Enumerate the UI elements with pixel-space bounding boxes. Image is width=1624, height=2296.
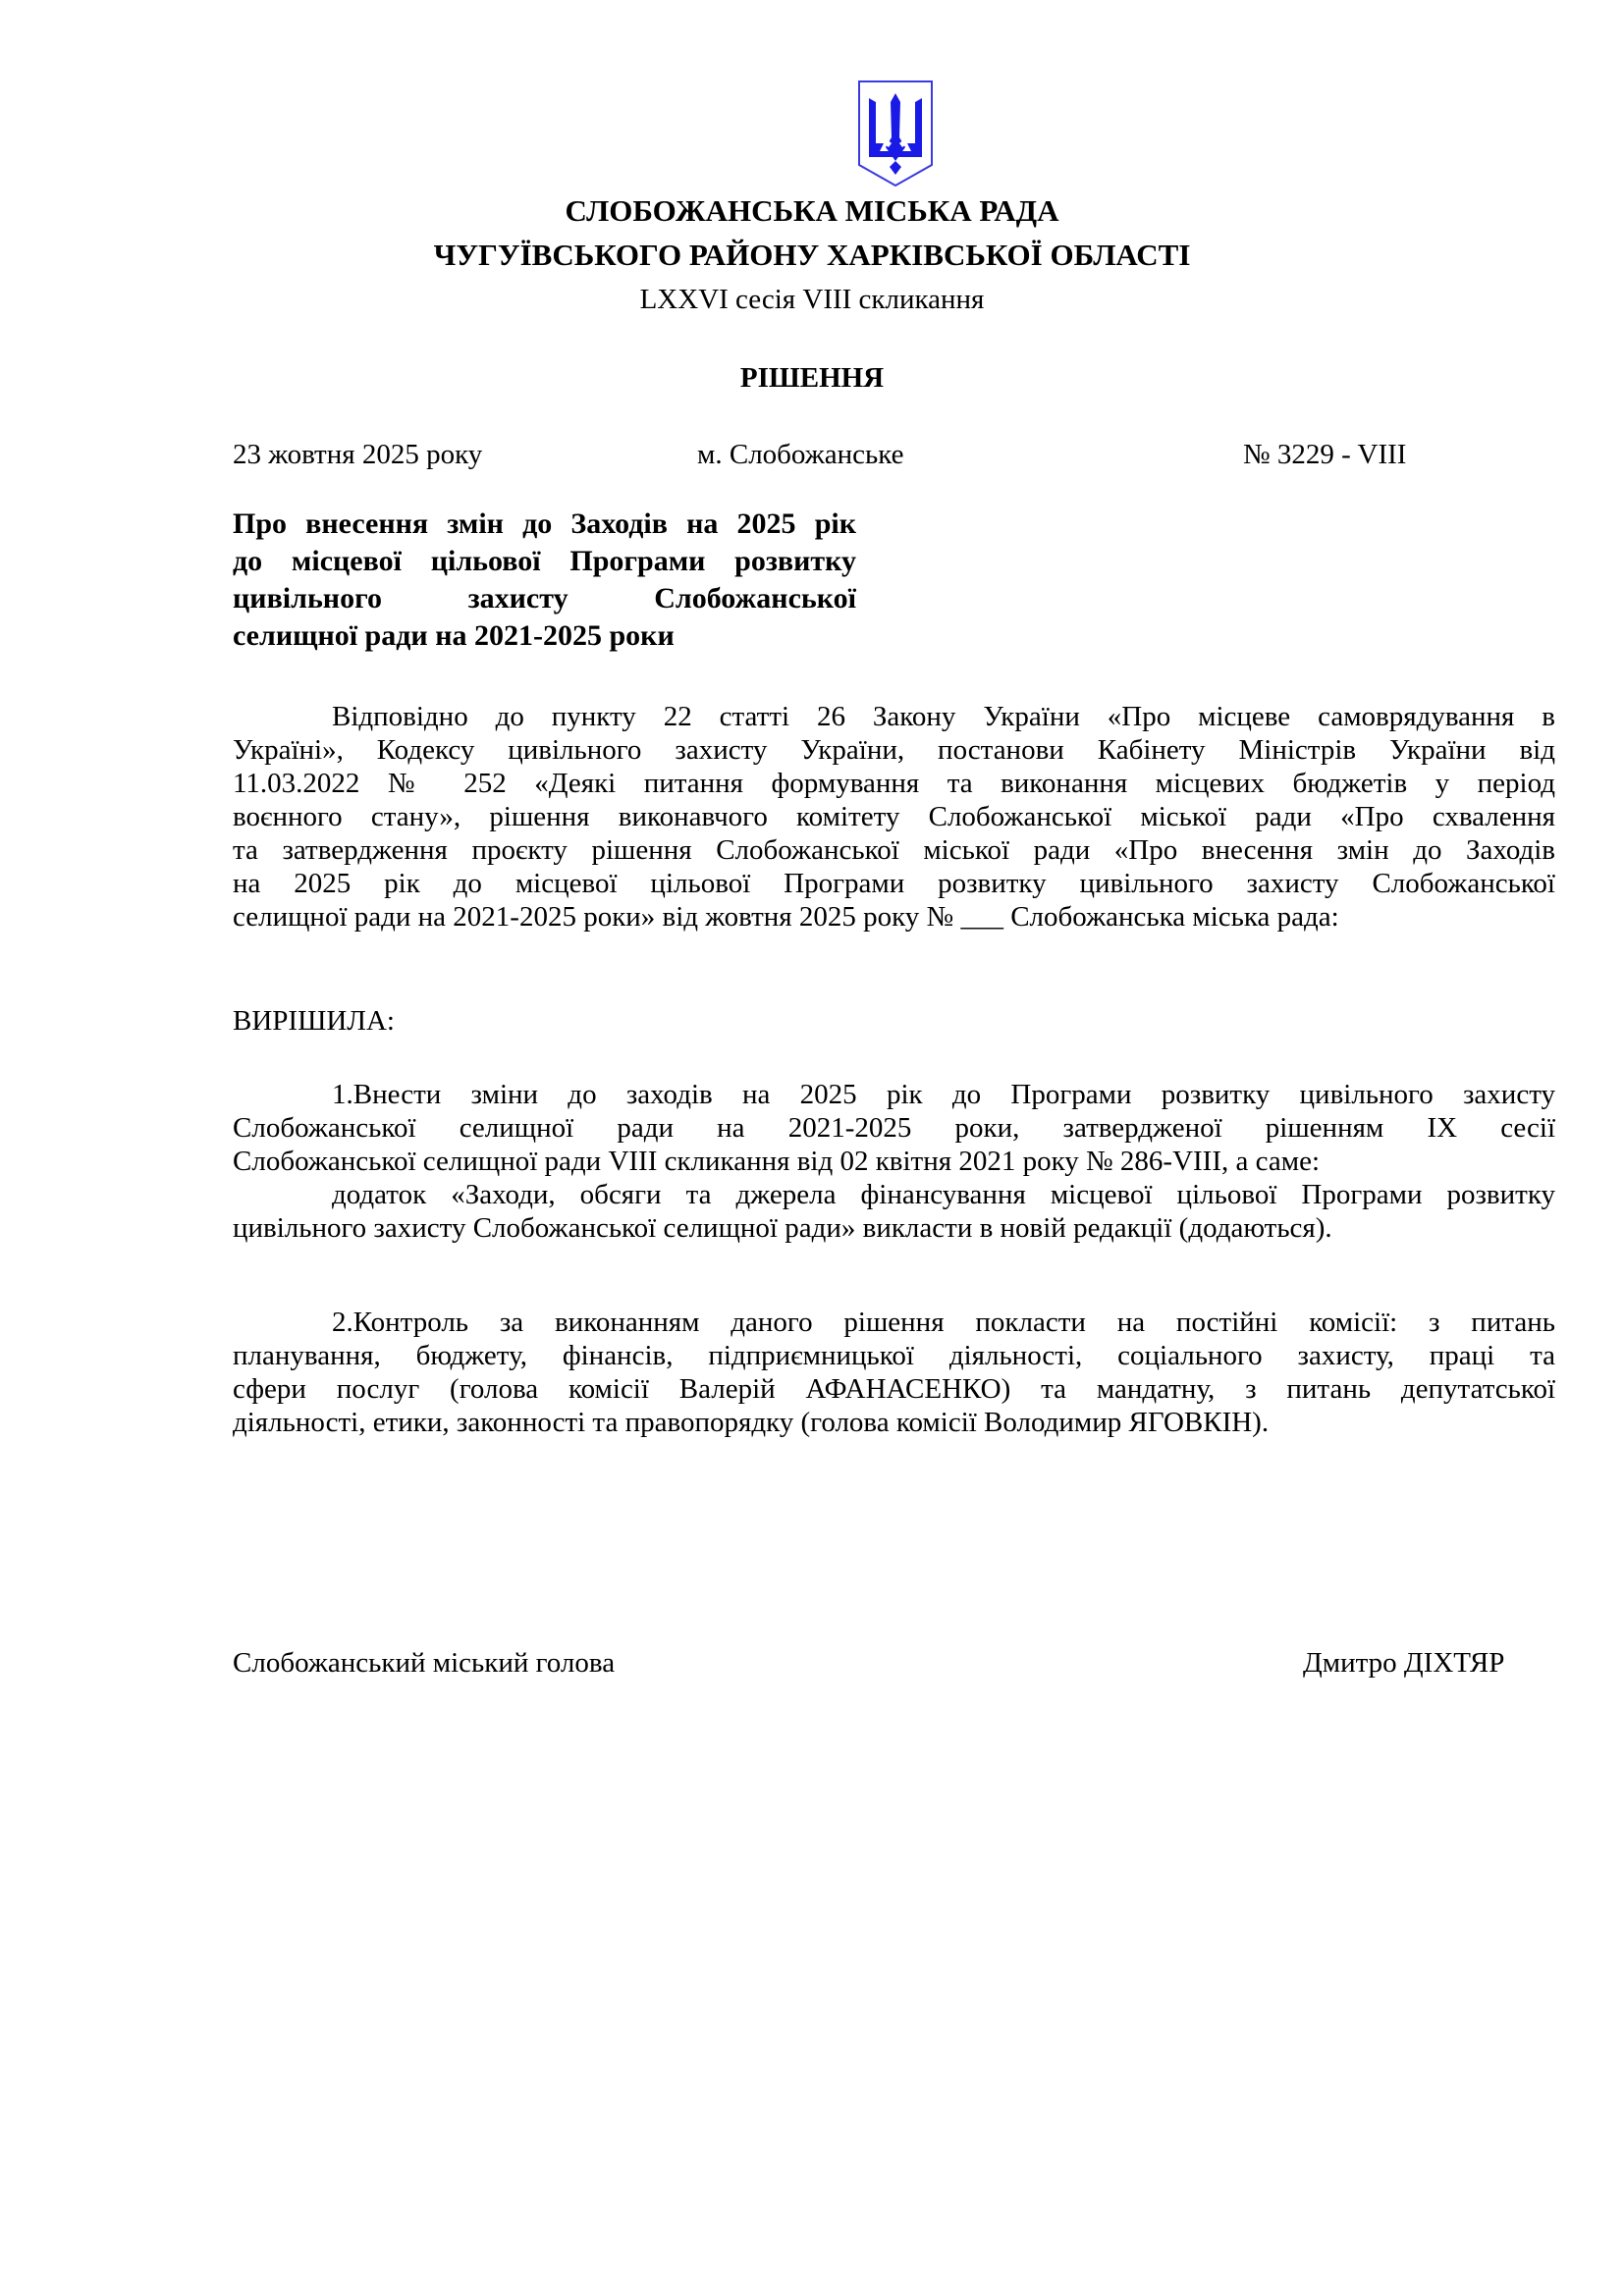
session-label: LXXVI сесія VIII скликання [639,284,985,315]
preamble-paragraph [233,700,1555,934]
paragraph-line: селищної ради на 2021-2025 роки» від жовтня 2025 року № ___ Слобожанська міська рада: [233,901,1339,933]
paragraph-line: Відповідно до пункту 22 статті 26 Закону України «Про місцеве самоврядування в [332,701,1555,732]
paragraph-line: планування, бюджету, фінансів, підприємницької діяльності, соціального захисту, праці та [233,1340,1555,1371]
paragraph-line: та затвердження проєкту рішення Слобожанської міської ради «Про внесення змін до Заходів [233,834,1555,866]
resolution-item-1 [233,1078,1555,1245]
council-name: СЛОБОЖАНСЬКА МІСЬКА РАДА [565,193,1059,228]
paragraph-line: 2.Контроль за виконанням даного рішення покласти на постійні комісії: з питань [332,1307,1555,1338]
resolution-item-2 [233,1306,1555,1439]
paragraph-line: сфери послуг (голова комісії Валерій АФАНАСЕНКО) та мандатну, з питань депутатської [233,1373,1555,1405]
subject-line: цивільного захисту Слобожанської [233,582,856,614]
document-date: 23 жовтня 2025 року [233,439,483,470]
paragraph-line: воєнного стану», рішення виконавчого комітету Слобожанської міської ради «Про схвалення [233,801,1555,832]
resolved-heading: ВИРІШИЛА: [233,1005,395,1037]
paragraph-line: Україні», Кодексу цивільного захисту України, постанови Кабінету Міністрів України від [233,734,1555,766]
paragraph-line: додаток «Заходи, обсяги та джерела фінансування місцевої цільової Програми розвитку [332,1179,1555,1210]
paragraph-line: 1.Внести зміни до заходів на 2025 рік до Програми розвитку цивільного захисту [332,1079,1555,1110]
signatory-name: Дмитро ДІХТЯР [1303,1647,1505,1679]
subject-line: Про внесення змін до Заходів на 2025 рік [233,507,856,540]
paragraph-line: 11.03.2022 № 252 «Деякі питання формування та виконання місцевих бюджетів у період [233,768,1555,799]
document-number: № 3229 - VIII [1243,439,1407,470]
document-city: м. Слобожанське [697,439,904,470]
signatory-title: Слобожанський міський голова [233,1647,616,1679]
document-type-title: РІШЕННЯ [739,362,885,394]
district-name: ЧУГУЇВСЬКОГО РАЙОНУ ХАРКІВСЬКОЇ ОБЛАСТІ [433,238,1191,272]
paragraph-line: Слобожанської селищної ради на 2021-2025 роки, затвердженої рішенням IX сесії [233,1112,1555,1144]
subject-line: до місцевої цільової Програми розвитку [233,545,856,577]
paragraph-line: діяльності, етики, законності та правопорядку (голова комісії Володимир ЯГОВКІН). [233,1407,1270,1438]
paragraph-line: на 2025 рік до місцевої цільової Програми розвитку цивільного захисту Слобожанської [233,868,1555,899]
document-subject [233,506,856,655]
ukraine-trident-coat-of-arms-icon [856,79,935,188]
paragraph-line: цивільного захисту Слобожанської селищної ради» викласти в новій редакції (додаються). [233,1212,1332,1244]
paragraph-line: Слобожанської селищної ради VIII скликання від 02 квітня 2021 року № 286-VIII, а саме: [233,1146,1320,1177]
subject-line: селищної ради на 2021-2025 роки [233,619,675,652]
